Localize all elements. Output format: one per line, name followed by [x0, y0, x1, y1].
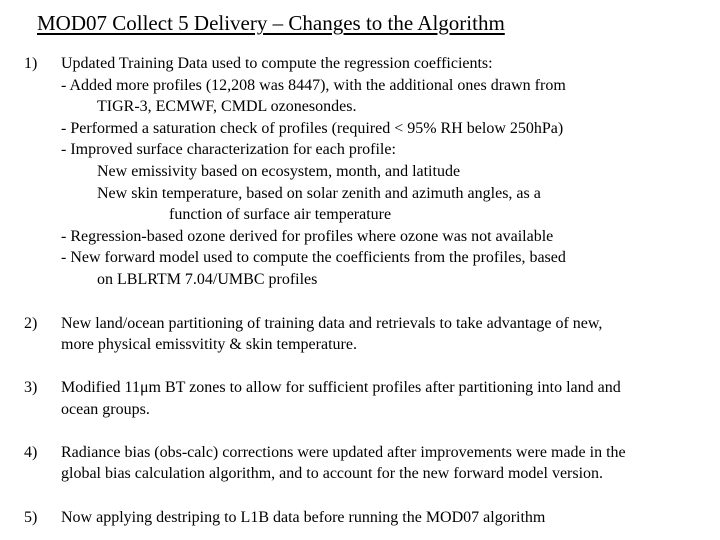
item-line: Now applying destriping to L1B data before running the MOD07 algorithm [61, 509, 546, 526]
item-number: 3) [24, 379, 38, 396]
item-line: New skin temperature, based on solar zenith and azimuth angles, as a [97, 185, 541, 202]
slide-title: MOD07 Collect 5 Delivery – Changes to the Algorithm [37, 11, 505, 35]
item-number: 2) [24, 315, 38, 332]
item-line: global bias calculation algorithm, and to account for the new forward model version. [61, 465, 604, 482]
item-line: New emissivity based on ecosystem, month, and latitude [97, 163, 461, 180]
item-line: Updated Training Data used to compute the regression coefficients: [61, 55, 493, 72]
item-number: 4) [24, 444, 38, 461]
item-line: - Regression-based ozone derived for profiles where ozone was not available [61, 228, 554, 245]
item-line: - New forward model used to compute the coefficients from the profiles, based [61, 249, 566, 266]
item-line: New land/ocean partitioning of training data and retrievals to take advantage of new, [61, 315, 603, 332]
item-line: ocean groups. [61, 401, 150, 418]
item-line: - Added more profiles (12,208 was 8447), with the additional ones drawn from [61, 77, 566, 94]
item-line: Radiance bias (obs-calc) corrections were updated after improvements were made in the [61, 444, 626, 461]
item-line: TIGR-3, ECMWF, CMDL ozonesondes. [97, 98, 357, 115]
item-line: function of surface air temperature [169, 206, 392, 223]
item-number: 5) [24, 509, 38, 526]
item-line: more physical emissvitity & skin temperature. [61, 336, 357, 353]
item-line: - Improved surface characterization for each profile: [61, 141, 396, 158]
item-line: - Performed a saturation check of profiles (required < 95% RH below 250hPa) [61, 120, 564, 137]
item-line: on LBLRTM 7.04/UMBC profiles [97, 271, 318, 288]
item-line: Modified 11μm BT zones to allow for sufficient profiles after partitioning into land and [61, 379, 621, 396]
item-number: 1) [24, 55, 38, 72]
